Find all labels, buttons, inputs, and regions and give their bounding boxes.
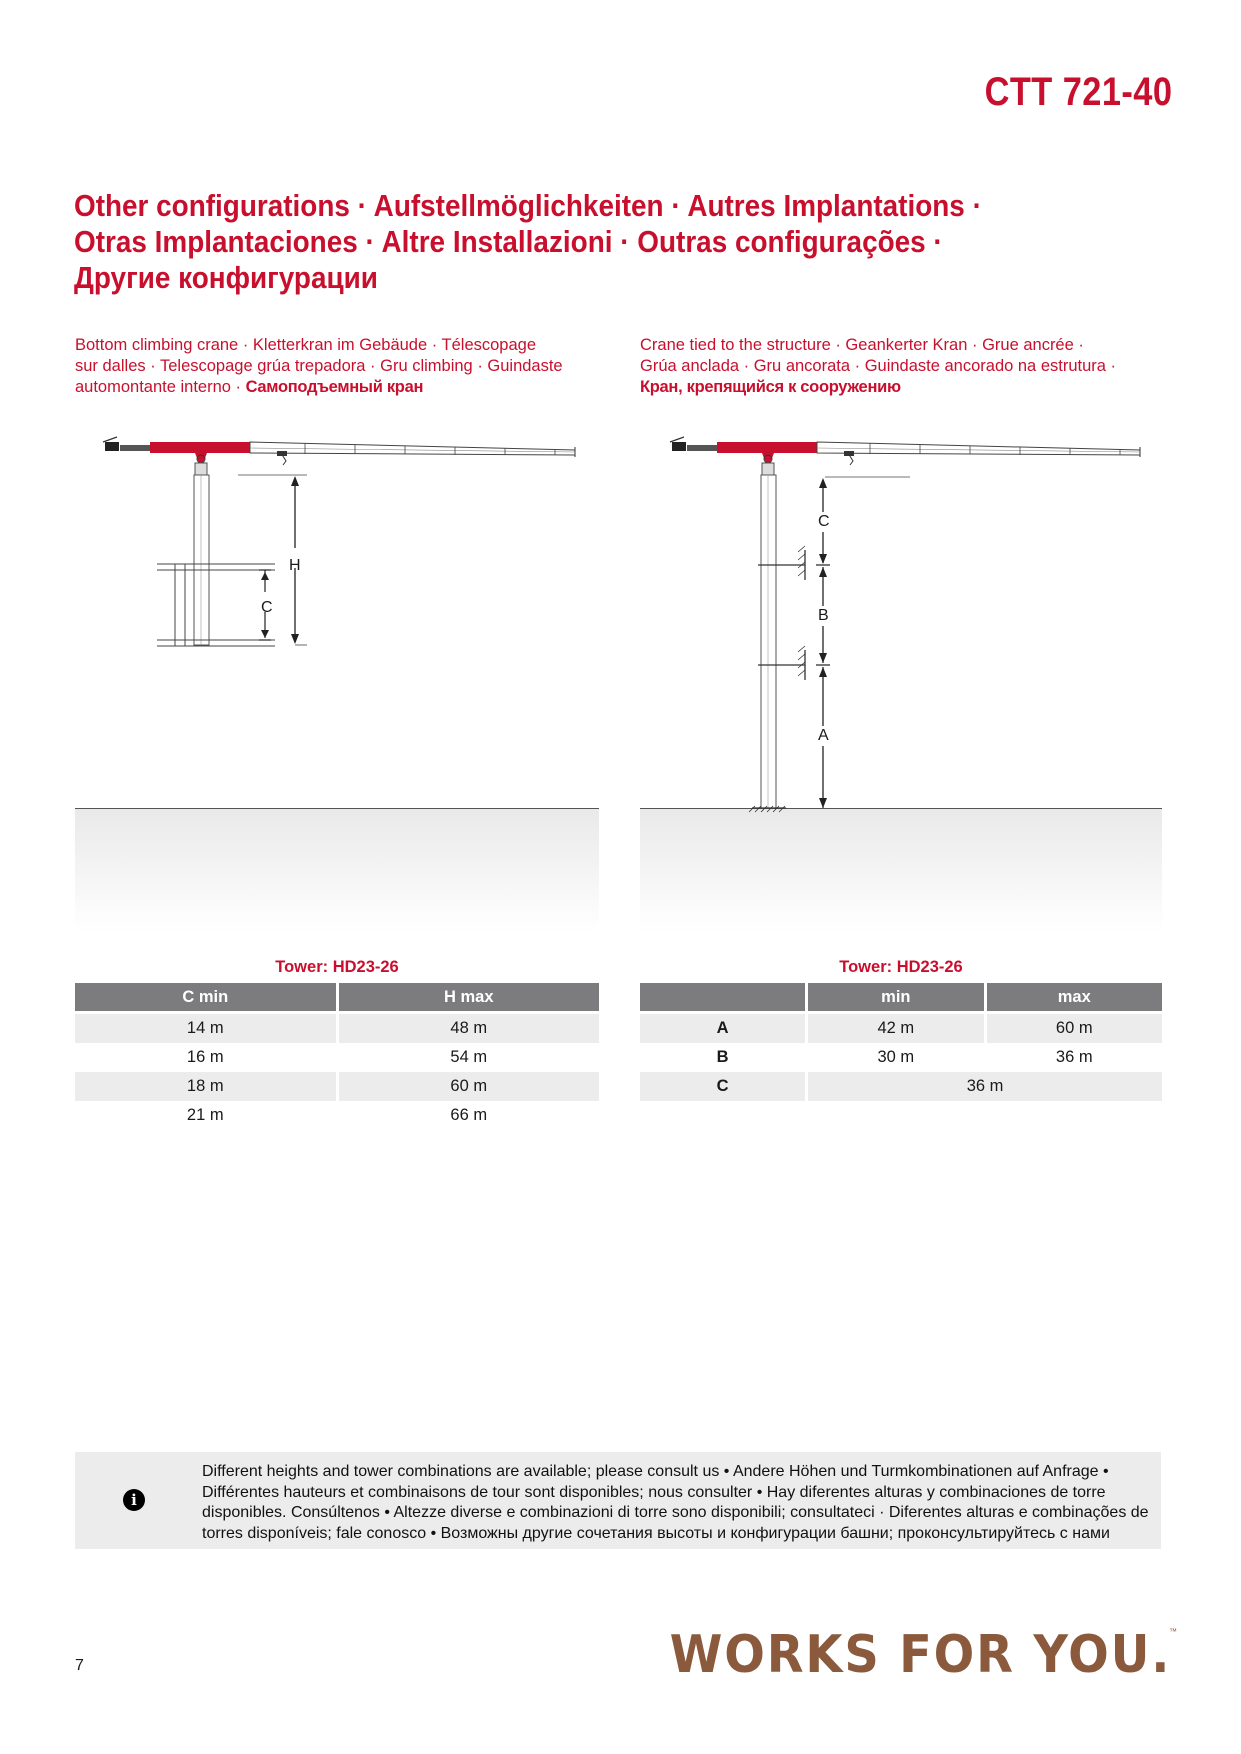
table-row — [640, 1072, 1162, 1101]
left-label-h: H — [289, 557, 301, 574]
header-max: max — [987, 983, 1162, 1014]
right-anchor-table — [637, 983, 1165, 1101]
left-ground-line — [75, 808, 599, 809]
right-caption — [640, 335, 1180, 398]
right-crane-jib — [670, 437, 1140, 465]
model-name: CTT 721-40 — [984, 70, 1172, 114]
left-caption-line-3a: automontante interno · — [75, 378, 246, 396]
cell-min: 30 m — [877, 1048, 915, 1066]
table-row — [75, 1101, 599, 1130]
left-crane-diagram — [75, 420, 599, 670]
left-floor-slabs — [157, 564, 275, 646]
cell-h-max: 48 m — [339, 1014, 600, 1043]
cell-c-min: 14 m — [75, 1014, 336, 1043]
table-row — [75, 1072, 599, 1101]
header-h-max: H max — [339, 983, 600, 1014]
right-label-a: A — [818, 727, 829, 744]
info-line-3: disponibles. Consúltenos • Altezze diverse e combinazioni di torre sono disponibili; consultateci · Diferentes alturas e combinações de — [202, 1504, 1149, 1521]
left-crane-mast — [194, 463, 209, 645]
left-caption-line-1: Bottom climbing crane · Kletterkran im Gebäude · Télescopage — [75, 336, 537, 354]
cell-c-min: 18 m — [75, 1072, 336, 1101]
row-label-b: B — [716, 1048, 729, 1066]
heading-line-2: Otras Implantaciones · Altre Installazioni · Outras configurações · — [74, 224, 943, 259]
header-c-min: C min — [75, 983, 336, 1014]
cell-max: 36 m — [1055, 1048, 1093, 1066]
right-caption-line-2: Grúa anclada · Gru ancorata · Guindaste ancorado na estrutura · — [640, 357, 1117, 375]
left-caption-line-2: sur dalles · Telescopage grúa trepadora · Gru climbing · Guindaste — [75, 357, 563, 375]
table-header-row — [640, 983, 1162, 1014]
right-caption-line-1: Crane tied to the structure · Geankerter Kran · Grue ancrée · — [640, 336, 1084, 354]
table-row — [75, 1014, 599, 1043]
table-row — [640, 1043, 1162, 1072]
right-crane-mast — [761, 463, 776, 808]
left-ground-area — [75, 808, 599, 932]
cell-h-max: 66 m — [450, 1106, 488, 1124]
cell-c-min: 21 m — [186, 1106, 224, 1124]
trademark-mark: ™ — [1169, 1627, 1177, 1636]
right-anchors — [749, 546, 805, 812]
header-blank — [640, 983, 805, 1014]
cell-h-max: 54 m — [450, 1048, 488, 1066]
left-config-table — [72, 983, 602, 1130]
left-crane-jib — [103, 437, 575, 465]
row-label-c: C — [640, 1072, 805, 1101]
left-caption-ru: Самоподъемный кран — [245, 378, 424, 396]
heading-line-3: Другие конфигурации — [74, 260, 378, 295]
header-min: min — [808, 983, 983, 1014]
right-caption-ru: Кран, крепящийся к сооружению — [640, 378, 901, 396]
right-ground-area — [640, 808, 1162, 932]
right-tower-label: Tower: HD23-26 — [839, 958, 963, 976]
right-crane-diagram — [640, 420, 1162, 820]
page-heading — [74, 188, 1064, 296]
heading-line-1: Other configurations · Aufstellmöglichkeiten · Autres Implantations · — [74, 188, 982, 223]
info-icon: i — [123, 1489, 145, 1511]
cell-max: 60 m — [987, 1014, 1162, 1043]
info-line-2: Différentes hauteurs et combinaisons de tour sont disponibles; nous consulter • Hay diferentes alturas y combinaciones de torre — [202, 1483, 1106, 1501]
cell-min: 42 m — [808, 1014, 983, 1043]
left-label-c: C — [261, 599, 273, 616]
table-header-row — [75, 983, 599, 1014]
cell-h-max: 60 m — [339, 1072, 600, 1101]
right-label-c: C — [818, 513, 830, 530]
table-row — [640, 1014, 1162, 1043]
cell-value: 36 m — [808, 1072, 1162, 1101]
info-line-1: Different heights and tower combinations are available; please consult us • Andere Höhen und Turmkombinationen auf Anfrage • — [202, 1463, 1109, 1480]
left-caption — [75, 335, 615, 398]
page-number: 7 — [75, 1657, 84, 1674]
cell-c-min: 16 m — [186, 1048, 224, 1066]
info-text — [202, 1462, 1152, 1544]
left-tower-label: Tower: HD23-26 — [275, 958, 399, 976]
right-label-b: B — [818, 607, 829, 624]
table-row — [75, 1043, 599, 1072]
row-label-a: A — [640, 1014, 805, 1043]
info-line-4: torres disponíveis; fale conosco • Возможны другие сочетания высоты и конфигурации башни; проконсультируйтесь с нами — [202, 1524, 1110, 1542]
left-caption-line-3 — [75, 377, 615, 398]
brand-slogan: WORKS FOR YOU. — [669, 1625, 1171, 1685]
info-box — [75, 1452, 1161, 1549]
